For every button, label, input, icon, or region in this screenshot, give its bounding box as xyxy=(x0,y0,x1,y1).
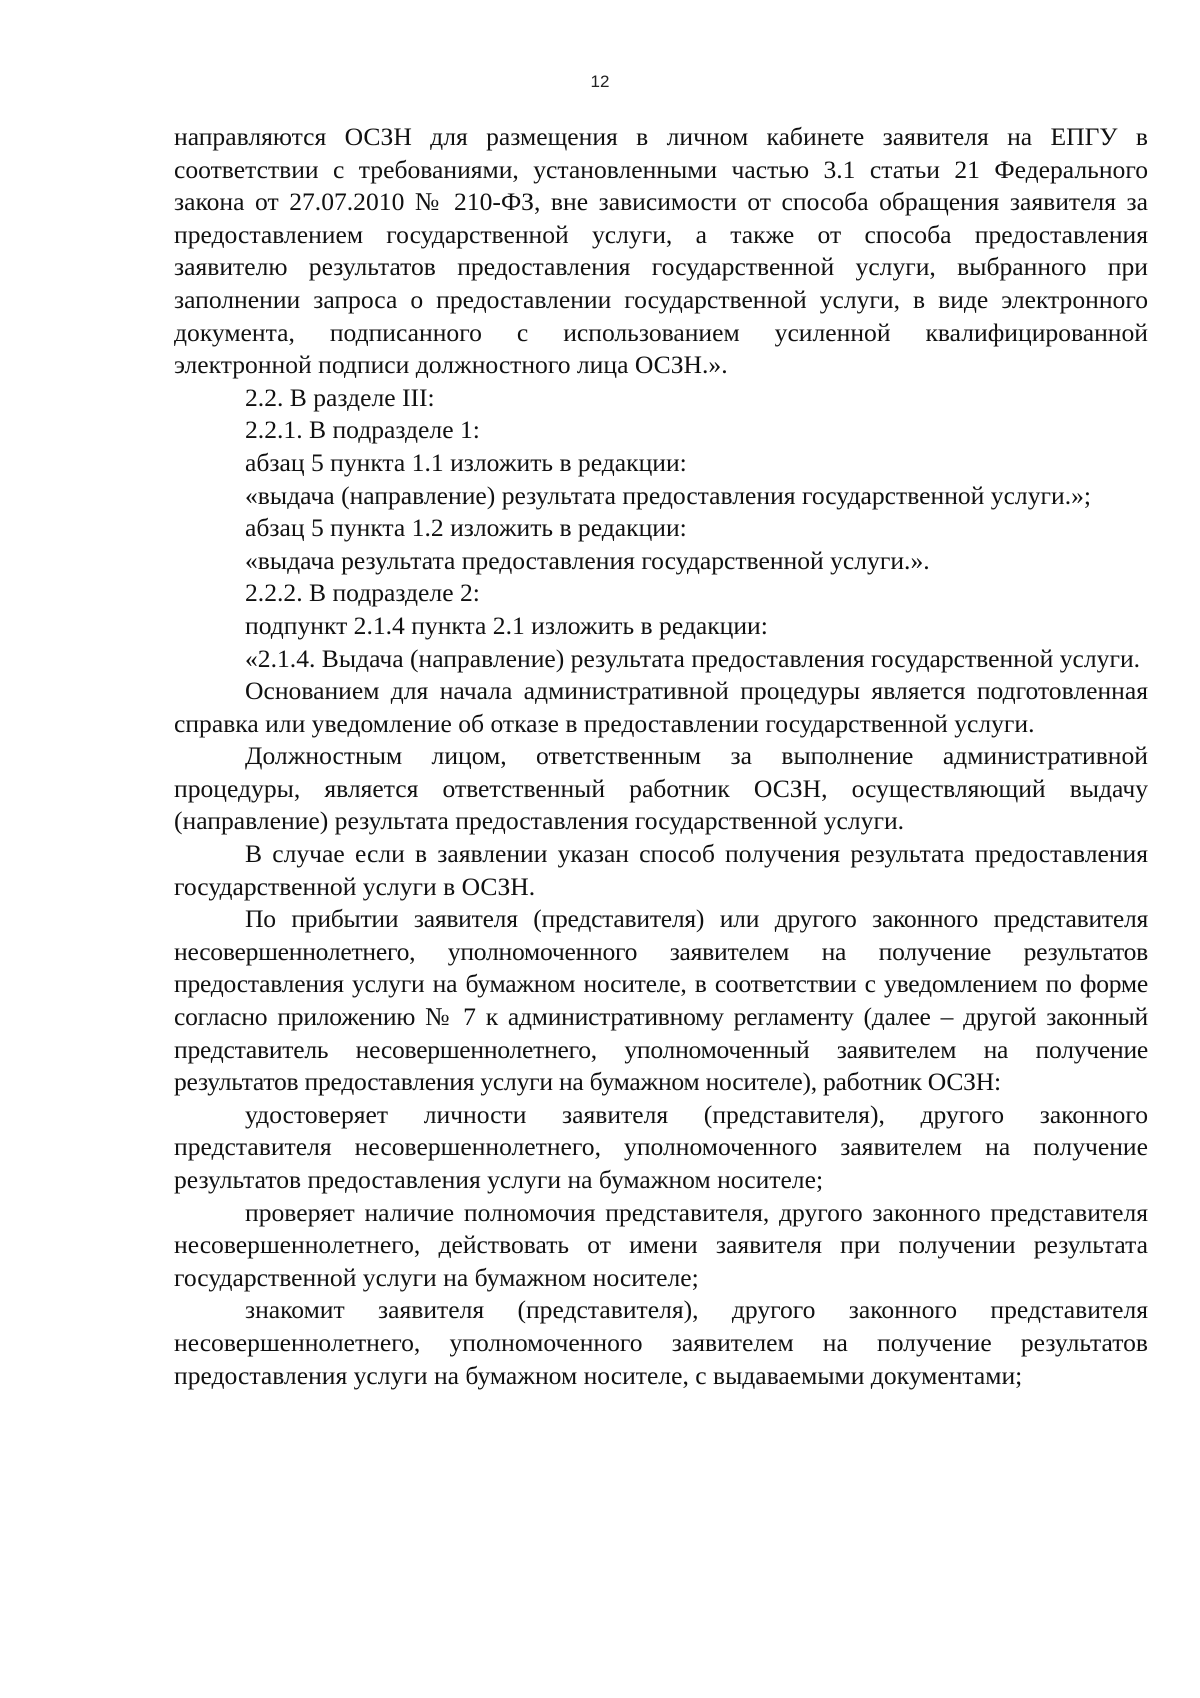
paragraph-quote-2-1-4: «2.1.4. Выдача (направление) результата предоставления государственной услуги. xyxy=(245,643,1141,673)
document-body xyxy=(174,121,1148,1392)
paragraph-case-osdn: В случае если в заявлении указан способ получения результата предоставления государственной услуги в ОСЗН. xyxy=(174,839,1148,901)
paragraph-subsection-2: 2.2.2. В подразделе 2: xyxy=(245,578,480,608)
paragraph-section-heading: 2.2. В разделе III: xyxy=(245,382,435,412)
paragraph-quote-1-1: «выдача (направление) результата предоставления государственной услуги.»; xyxy=(245,480,1092,510)
paragraph-arrival: По прибытии заявителя (представителя) или другого законного представителя несовершеннолетнего, уполномоченного заявителем на получение результатов предоставления услуги на бумажном носителе, в соответствии с уведомлением по форме согласно приложению № 7 к административному регламенту (далее – другой законный представитель несовершеннолетнего, уполномоченный заявителем на получение результатов предоставления услуги на бумажном носителе), работник ОСЗН: xyxy=(174,904,1148,1097)
paragraph-continuation: направляются ОСЗН для размещения в личном кабинете заявителя на ЕПГУ в соответствии с требованиями, установленными частью 3.1 статьи 21 Федерального закона от 27.07.2010 № 210-ФЗ, вне зависимости от способа обращения заявителя за предоставлением государственной услуги, а также от способа предоставления заявителю результатов предоставления государственной услуги, выбранного при заполнении запроса о предоставлении государственной услуги, в виде электронного документа, подписанного с использованием усиленной квалифицированной электронной подписи должностного лица ОСЗН.». xyxy=(174,122,1148,380)
paragraph-verifies-identity: удостоверяет личности заявителя (представителя), другого законного представителя несовершеннолетнего, уполномоченного заявителем на получение результатов предоставления услуги на бумажном носителе; xyxy=(174,1099,1148,1194)
paragraph-amendment-2-1-4: подпункт 2.1.4 пункта 2.1 изложить в редакции: xyxy=(245,610,768,640)
paragraph-basis: Основанием для начала административной процедуры является подготовленная справка или уведомление об отказе в предоставлении государственной услуги. xyxy=(174,676,1148,738)
page-number: 12 xyxy=(590,72,610,91)
paragraph-responsible-official: Должностным лицом, ответственным за выполнение административной процедуры, является ответственный работник ОСЗН, осуществляющий выдачу (направление) результата предоставления государственной услуги. xyxy=(174,741,1148,836)
paragraph-familiarizes: знакомит заявителя (представителя), другого законного представителя несовершеннолетнего, уполномоченного заявителем на получение результатов предоставления услуги на бумажном носителе, с выдаваемыми документами; xyxy=(174,1295,1148,1390)
paragraph-amendment-1-2: абзац 5 пункта 1.2 изложить в редакции: xyxy=(245,513,687,543)
paragraph-subsection-1: 2.2.1. В подразделе 1: xyxy=(245,415,480,445)
paragraph-amendment-1-1: абзац 5 пункта 1.1 изложить в редакции: xyxy=(245,447,687,477)
paragraph-checks-authority: проверяет наличие полномочия представителя, другого законного представителя несовершеннолетнего, действовать от имени заявителя при получении результата государственной услуги на бумажном носителе; xyxy=(174,1197,1148,1292)
paragraph-quote-1-2: «выдача результата предоставления государственной услуги.». xyxy=(245,545,930,575)
